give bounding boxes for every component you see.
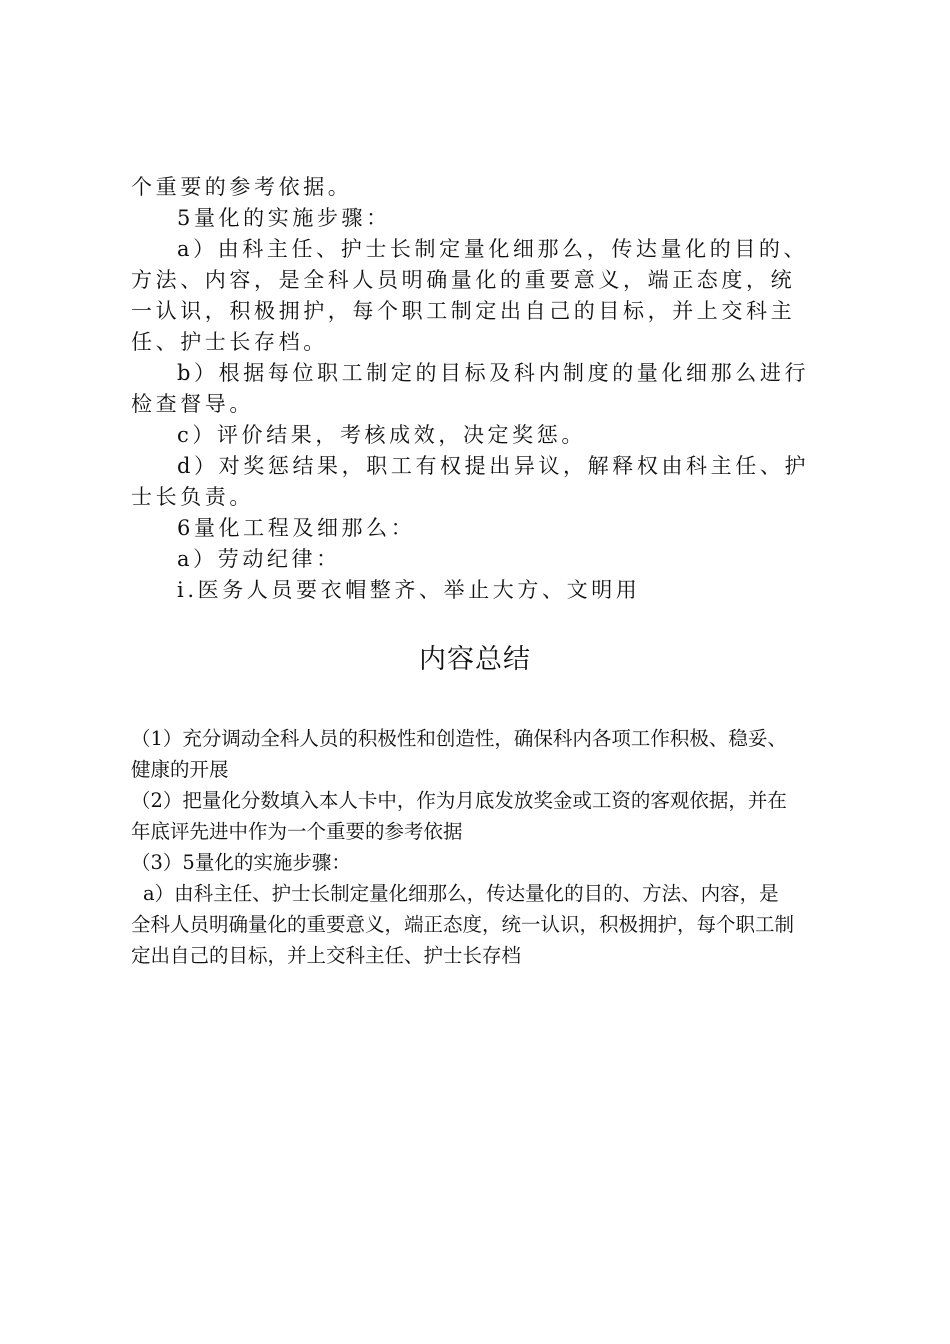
body-line: 方法、内容，是全科人员明确量化的重要意义，端正态度，统 (131, 268, 796, 292)
body-line: a）由科主任、护士长制定量化细那么，传达量化的目的、 (177, 237, 809, 261)
body-line: i.医务人员要衣帽整齐、举止大方、文明用 (177, 578, 641, 602)
summary-line: 全科人员明确量化的重要意义，端正态度，统一认识，积极拥护，每个职工制 (131, 913, 795, 936)
body-line: b）根据每位职工制定的目标及科内制度的量化细那么进行 (177, 361, 810, 385)
body-line: d）对奖惩结果，职工有权提出异议，解释权由科主任、护 (177, 454, 810, 478)
summary-line: 定出自己的目标，并上交科主任、护士长存档 (131, 944, 522, 967)
summary-line: （3）5量化的实施步骤： (131, 851, 351, 874)
summary-line: 健康的开展 (131, 758, 229, 781)
summary-line: 年底评先进中作为一个重要的参考依据 (131, 820, 463, 843)
summary-text (131, 723, 831, 971)
body-line: c）评价结果，考核成效，决定奖惩。 (177, 423, 586, 447)
summary-line: a）由科主任、护士长制定量化细那么，传达量化的目的、方法、内容，是 (143, 882, 779, 905)
body-line: 士长负责。 (131, 485, 254, 509)
body-line: 一认识，积极拥护，每个职工制定出自己的目标，并上交科主 (131, 299, 796, 323)
body-line: 个重要的参考依据。 (131, 175, 353, 199)
body-line: 5量化的实施步骤： (177, 206, 391, 230)
body-text (131, 172, 831, 606)
summary-title: 内容总结 (419, 644, 531, 675)
summary-line: （2）把量化分数填入本人卡中，作为月底发放奖金或工资的客观依据，并在 (131, 789, 787, 812)
summary-line: （1）充分调动全科人员的积极性和创造性，确保科内各项工作积极、稳妥、 (131, 727, 787, 750)
body-line: 任、护士长存档。 (131, 330, 328, 354)
body-line: 6量化工程及细那么： (177, 516, 416, 540)
body-line: a）劳动纪律： (177, 547, 341, 571)
body-line: 检查督导。 (131, 392, 254, 416)
